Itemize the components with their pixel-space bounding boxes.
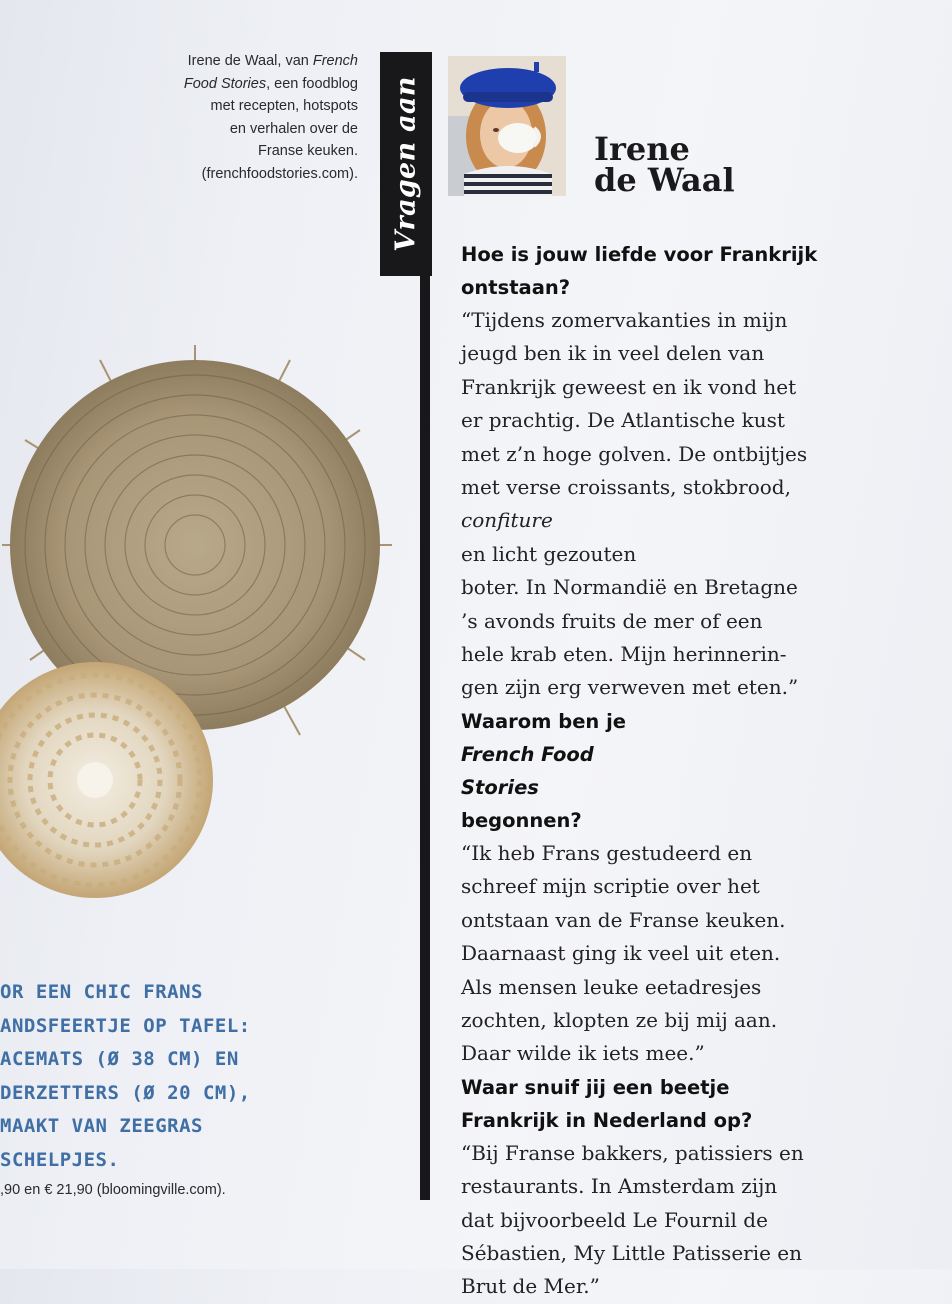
author-portrait [448, 56, 566, 196]
answer-2: “Ik heb Frans gestudeerd en schreef mijn scriptie over het ontstaan van de Franse keuken. Daarnaast ging ik veel uit eten. Als mensen leuke eetadresjes zochten, klopten ze bij mij aan. Daar wilde ik iets mee.” [461, 840, 786, 1066]
question-1: Hoe is jouw liefde voor Frankrijk ontstaan? [461, 243, 818, 299]
question-3: Waar snuif jij een beetje Frankrijk in Nederland op? [461, 1075, 753, 1132]
section-tag [380, 52, 432, 276]
question-2: Waarom ben je French Food Stories begonnen? [461, 709, 627, 832]
intro-caption: Irene de Waal, van French Food Stories, een foodblog met recepten, hotspots en verhalen over de Franse keuken. (frenchfoodstories.com). [183, 53, 358, 182]
placemat-photo [0, 340, 400, 940]
interviewee-name: Irene de Waal [594, 130, 735, 199]
answer-3: “Bij Franse bakkers, patissiers en restaurants. In Amsterdam zijn dat bijvoorbeeld Le Fournil de Sébastien, My Little Patisserie en Brut de Mer.” [461, 1140, 804, 1299]
product-price: ,90 en € 21,90 (bloomingville.com). [0, 1182, 226, 1198]
section-tag-label: Vragen aan [390, 76, 422, 252]
portrait-illustration [448, 56, 566, 196]
answer-1: “Tijdens zomervakanties in mijn jeugd ben ik in veel delen van Frankrijk geweest en ik vond het er prachtig. De Atlantische kust met z’n hoge golven. De ontbijtjes met verse croissants, stokbrood, confiture en licht gezouten boter. In Normandië en Bretagne ’s avonds fruits de mer of een hele krab eten. Mijn herinnerin- gen zijn erg verweven met eten.” [461, 308, 808, 700]
product-promo: OR EEN CHIC FRANS ANDSFEERTJE OP TAFEL: ACEMATS (Ø 38 CM) EN DERZETTERS (Ø 20 CM), MAAKT VAN ZEEGRAS SCHELPJES. [0, 981, 251, 1171]
woven-placemats-illustration [0, 340, 400, 940]
interview-article [461, 238, 941, 1304]
